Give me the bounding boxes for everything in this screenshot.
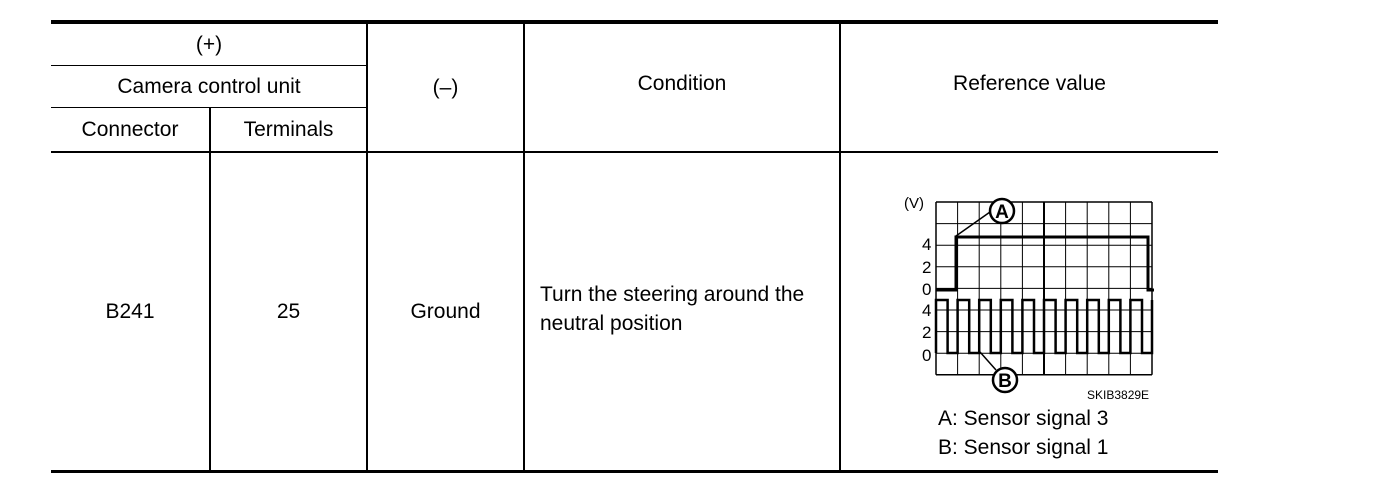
signal-a-tick-1: 2 [922, 258, 932, 277]
signal-a-marker: A [995, 202, 1009, 223]
figure-code: SKIB3829E [1087, 388, 1150, 402]
waveform-figure [898, 190, 1168, 405]
row-terminal: 25 [276, 299, 301, 323]
header-camera-control-unit: Camera control unit [117, 74, 301, 98]
header-condition: Condition [637, 72, 727, 95]
row-minus: Ground [410, 299, 481, 323]
ticks-signal-b [922, 301, 931, 365]
unit-label: (V) [904, 195, 924, 212]
header-minus: (–) [432, 75, 459, 99]
row-condition: Turn the steering around the neutral position [540, 283, 805, 335]
header-terminals: Terminals [243, 117, 334, 141]
signal-b-marker: B [998, 371, 1012, 392]
signal-a-tick-2: 0 [922, 280, 932, 299]
header-reference-value: Reference value [953, 72, 1106, 95]
legend-signal-b: B: Sensor signal 1 [938, 436, 1109, 459]
signal-b-tick-0: 4 [922, 301, 932, 320]
signal-b-leader [980, 352, 996, 370]
header-connector: Connector [81, 117, 179, 141]
legend-signal-a: A: Sensor signal 3 [938, 407, 1109, 430]
ticks-signal-a [922, 235, 931, 299]
table-bottom-rule [51, 470, 1218, 473]
signal-b-tick-2: 0 [922, 346, 932, 365]
header-plus: (+) [195, 32, 223, 56]
signal-b-trace [936, 300, 1152, 353]
row-connector: B241 [105, 299, 155, 323]
signal-a-tick-0: 4 [922, 235, 932, 254]
signal-b-tick-1: 2 [922, 323, 932, 342]
